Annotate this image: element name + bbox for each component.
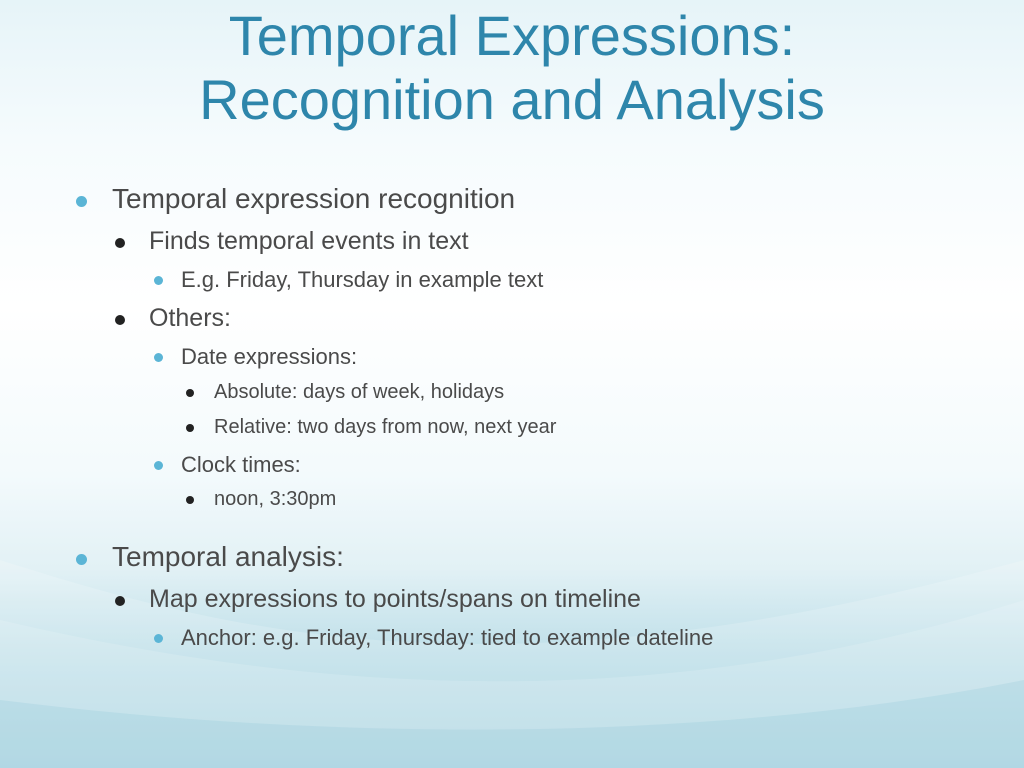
bullet-dot-icon	[154, 353, 163, 362]
bullet-item	[149, 585, 641, 614]
title-line-2: Recognition and Analysis	[199, 68, 825, 131]
bullet-text: Relative: two days from now, next year	[214, 416, 557, 438]
bullet-text: Date expressions:	[181, 344, 358, 369]
bullet-dot-icon	[76, 196, 87, 207]
bullet-text: Map expressions to points/spans on timeline	[149, 585, 641, 613]
bullet-dot-icon	[186, 389, 194, 397]
bullet-text: Absolute: days of week, holidays	[214, 381, 505, 403]
bullet-item	[214, 488, 336, 511]
bullet-text: Temporal analysis:	[112, 541, 344, 572]
bullet-item	[112, 183, 515, 215]
bullet-dot-icon	[76, 554, 87, 565]
bullet-item	[149, 227, 469, 256]
bullet-text: Anchor: e.g. Friday, Thursday: tied to example dateline	[181, 625, 714, 650]
bullet-item	[181, 452, 301, 478]
bullet-item	[181, 625, 713, 651]
bullet-text: E.g. Friday, Thursday in example text	[181, 267, 544, 292]
bullet-item	[112, 541, 344, 573]
bullet-text: Temporal expression recognition	[112, 183, 516, 214]
bullet-item	[181, 267, 543, 293]
bullet-dot-icon	[186, 496, 194, 504]
bullet-item	[214, 416, 556, 439]
bullet-dot-icon	[154, 634, 163, 643]
bullet-dot-icon	[115, 315, 125, 325]
bullet-item	[149, 304, 231, 333]
bullet-dot-icon	[115, 238, 125, 248]
bullet-item	[214, 381, 504, 404]
bullet-text: noon, 3:30pm	[214, 488, 337, 510]
bullet-item	[181, 344, 357, 370]
bullet-text: Clock times:	[181, 452, 301, 477]
bullet-dot-icon	[115, 596, 125, 606]
bullet-text: Others:	[149, 304, 231, 332]
title-line-1: Temporal Expressions:	[228, 4, 796, 67]
bullet-text: Finds temporal events in text	[149, 227, 469, 255]
bullet-dot-icon	[154, 461, 163, 470]
bullet-dot-icon	[186, 424, 194, 432]
bullet-dot-icon	[154, 276, 163, 285]
